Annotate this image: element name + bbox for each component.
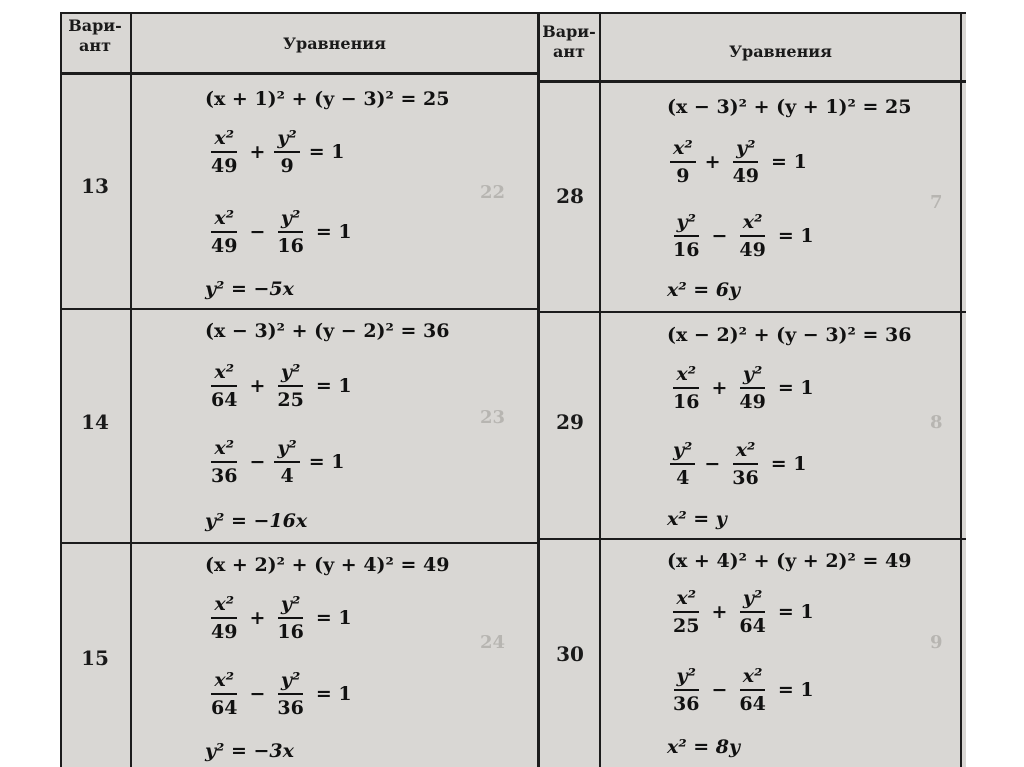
hyperbola-equation: $\frac{\text{x²}}{64}$ − $\frac{\text{y²}}{36}$ = 1 (211, 669, 352, 719)
ellipse-equation: $\frac{\text{x²}}{25}$ + $\frac{\text{y²}}{64}$ = 1 (673, 587, 814, 637)
table-border-top (60, 12, 966, 14)
parabola-equation: x² = 8y (667, 736, 741, 758)
equation-group (667, 322, 957, 537)
circle-equation: (x + 1)² + (y − 3)² = 25 (205, 88, 450, 110)
header-variant-left: Вари- ант (68, 16, 122, 55)
bleed-through-mark: 23 (480, 407, 506, 428)
ellipse-equation: $\frac{\text{x²}}{9}$ + $\frac{\text{y²}}{49}$ = 1 (667, 132, 813, 192)
row-divider-right-2 (538, 538, 966, 540)
table-sheet (60, 12, 966, 767)
equation-group (205, 86, 525, 306)
variant-number: 29 (556, 410, 584, 434)
header-divider-right (538, 80, 966, 83)
bleed-through-mark: 9 (930, 632, 943, 653)
ellipse-equation: $\frac{\text{x²}}{49}$ + $\frac{\text{y²}}{16}$ = 1 (211, 593, 352, 643)
table-border-left (60, 12, 62, 767)
bleed-through-mark: 22 (480, 182, 506, 203)
parabola-equation: y² = −16x (205, 510, 308, 532)
hyperbola-equation: $\frac{\text{y²}}{4}$ − $\frac{\text{x²}}{36}$ = 1 (667, 434, 813, 494)
parabola-equation: y² = −3x (205, 740, 294, 762)
equation-group (667, 548, 957, 763)
bleed-through-mark: 24 (480, 632, 506, 653)
circle-equation: (x + 2)² + (y + 4)² = 49 (205, 554, 450, 576)
bleed-through-mark: 7 (930, 192, 943, 213)
variant-number: 30 (556, 642, 584, 666)
variant-number: 13 (81, 174, 109, 198)
hyperbola-equation: $\frac{\text{x²}}{36}$ − $\frac{\text{y²}}{4}$ = 1 (211, 437, 345, 487)
variant-number: 15 (81, 646, 109, 670)
row-divider-right-1 (538, 311, 966, 313)
equation-group (205, 552, 525, 767)
parabola-equation: x² = 6y (667, 279, 741, 301)
ellipse-equation: $\frac{\text{x²}}{16}$ + $\frac{\text{y²}}{49}$ = 1 (673, 363, 814, 413)
parabola-equation: y² = −5x (205, 278, 294, 300)
hyperbola-equation: $\frac{\text{y²}}{36}$ − $\frac{\text{x²}}{64}$ = 1 (673, 665, 814, 715)
circle-equation: (x − 3)² + (y − 2)² = 36 (205, 320, 450, 342)
table-border-right (960, 12, 962, 767)
circle-equation: (x − 3)² + (y + 1)² = 25 (667, 96, 912, 118)
ellipse-equation: $\frac{\text{x²}}{64}$ + $\frac{\text{y²}}{25}$ = 1 (211, 361, 352, 411)
ellipse-equation: $\frac{\text{x²}}{49}$ + $\frac{\text{y²}}{9}$ = 1 (211, 127, 345, 177)
parabola-equation: x² = y (667, 508, 727, 530)
equation-group (667, 94, 957, 309)
column-divider-variant-left (130, 12, 132, 767)
hyperbola-equation: $\frac{\text{x²}}{49}$ − $\frac{\text{y²}}{16}$ = 1 (211, 207, 352, 257)
variant-number: 14 (81, 410, 109, 434)
equation-group (205, 318, 525, 538)
bleed-through-mark: 8 (930, 412, 943, 433)
header-variant-right: Вари- ант (542, 22, 596, 61)
circle-equation: (x − 2)² + (y − 3)² = 36 (667, 324, 912, 346)
header-equations-left: Уравнения (283, 34, 386, 53)
variant-number: 28 (556, 184, 584, 208)
hyperbola-equation: $\frac{\text{y²}}{16}$ − $\frac{\text{x²}}{49}$ = 1 (673, 211, 814, 261)
header-equations-right: Уравнения (729, 42, 832, 61)
circle-equation: (x + 4)² + (y + 2)² = 49 (667, 550, 912, 572)
